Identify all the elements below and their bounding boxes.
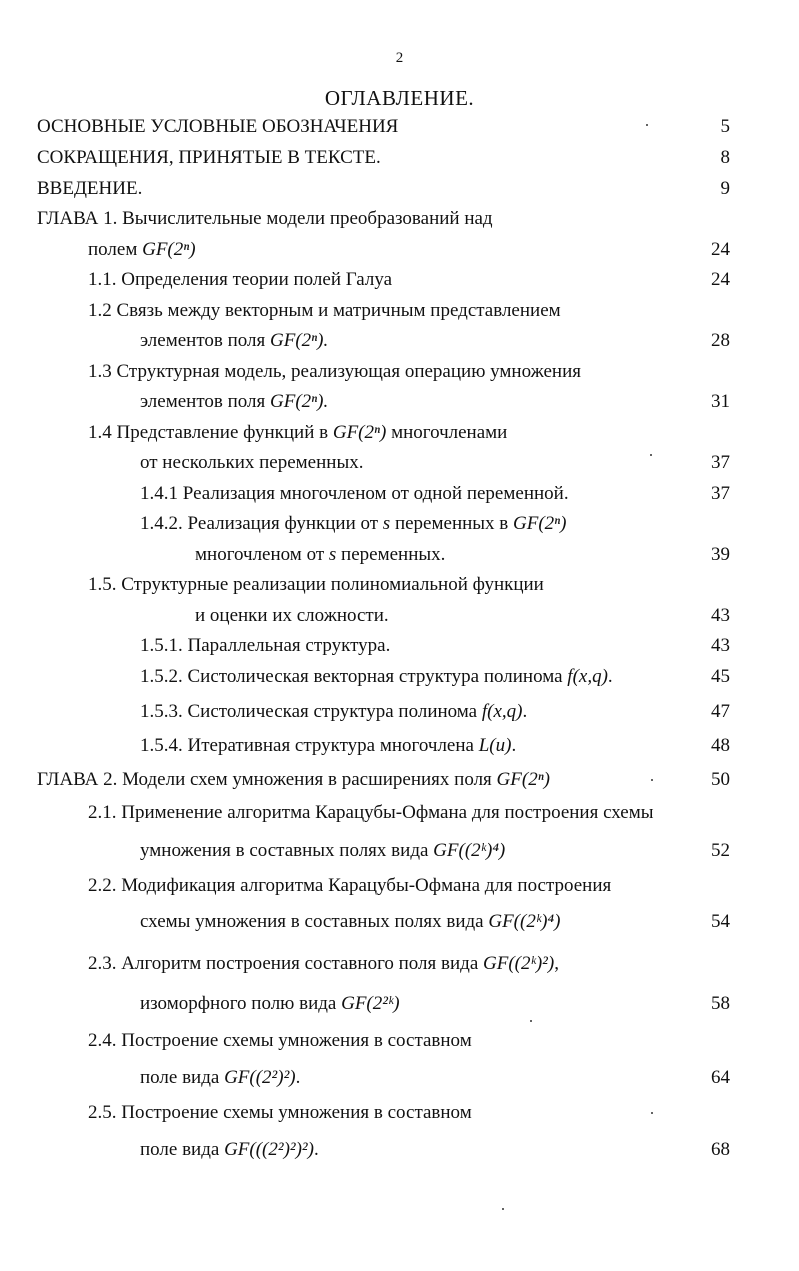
toc-entry-text: 2.5. Построение схемы умножения в составном <box>88 1102 472 1123</box>
toc-entry-text: 1.5.2. Систолическая векторная структура полинома <box>140 666 563 687</box>
scan-speck <box>646 124 648 126</box>
toc-entry <box>88 239 196 261</box>
toc-entry-text-after: многочленами <box>391 422 508 443</box>
toc-entry-text: и оценки их сложности. <box>195 605 389 626</box>
toc-entry-text-after: . <box>607 666 613 687</box>
toc-page-number: 48 <box>711 735 730 756</box>
toc-entry <box>140 452 363 474</box>
toc-entry-text: 1.4.1 Реализация многочленом от одной переменной. <box>140 483 569 504</box>
toc-entry <box>140 735 516 757</box>
toc-entry <box>88 953 559 975</box>
toc-entry-math: GF(2ⁿ) <box>142 239 196 260</box>
scan-speck <box>650 454 652 456</box>
toc-entry-text: ОСНОВНЫЕ УСЛОВНЫЕ ОБОЗНАЧЕНИЯ <box>37 116 399 137</box>
toc-entry-text: многочленом от <box>195 544 325 565</box>
page-number: 2 <box>395 50 404 66</box>
toc-entry <box>140 666 613 688</box>
toc-entry-text-after: . <box>522 701 528 722</box>
toc-entry-math: GF(((2²)²)²) <box>224 1139 314 1160</box>
toc-entry <box>88 1102 472 1124</box>
toc-entry-text: элементов поля <box>140 330 266 351</box>
toc-entry-text-after: , <box>554 953 559 974</box>
toc-page-number: 43 <box>711 605 730 626</box>
toc-entry-text: поле вида <box>140 1139 220 1160</box>
toc-entry <box>37 147 381 169</box>
toc-entry <box>195 544 445 566</box>
toc-entry <box>140 701 527 723</box>
toc-page-number: 9 <box>720 178 730 199</box>
toc-entry <box>88 269 392 291</box>
toc-entry-text: полем <box>88 239 138 260</box>
toc-entry-text-after: переменных. <box>341 544 446 565</box>
toc-entry-math: GF(2ⁿ) <box>332 422 387 443</box>
toc-entry-math: GF((2ᵏ)²) <box>483 953 555 974</box>
toc-page-number: 31 <box>711 391 730 412</box>
toc-entry <box>37 208 493 230</box>
toc-entry <box>88 422 507 444</box>
toc-entry <box>37 178 142 200</box>
toc-page-number: 47 <box>711 701 730 722</box>
toc-entry <box>140 911 560 933</box>
toc-page-number: 5 <box>720 116 730 137</box>
toc-entry-text: 1.4 Представление функций в <box>88 422 329 443</box>
toc-entry-text-after: переменных в <box>394 513 509 534</box>
toc-entry-math: GF(2²ᵏ) <box>341 993 400 1014</box>
toc-entry-text-after: . <box>511 735 517 756</box>
toc-entry-text: от нескольких переменных. <box>140 452 364 473</box>
toc-entry <box>140 330 328 352</box>
toc-entry-text: 1.2 Связь между векторным и матричным представлением <box>88 300 561 321</box>
toc-entry-text: ГЛАВА 1. Вычислительные модели преобразований над <box>37 208 493 229</box>
toc-entry-text: 1.5. Структурные реализации полиномиальной функции <box>88 574 544 595</box>
toc-page-number: 45 <box>711 666 730 687</box>
toc-entry-math: GF(2ⁿ). <box>270 330 329 351</box>
scan-speck <box>502 1208 504 1210</box>
toc-entry <box>140 993 400 1015</box>
toc-entry-text: 1.4.2. Реализация функции от <box>140 513 379 534</box>
toc-entry <box>88 574 544 596</box>
toc-entry-text: 1.5.4. Итеративная структура многочлена <box>140 735 474 756</box>
page-title: ОГЛАВЛЕНИЕ. <box>324 86 475 110</box>
scan-speck <box>530 1020 532 1022</box>
toc-entry-text-after: . <box>313 1139 319 1160</box>
toc-entry <box>140 513 567 535</box>
toc-entry-math: GF((2²)²) <box>224 1067 296 1088</box>
toc-page-number: 64 <box>711 1067 730 1088</box>
toc-entry-math: GF((2ᵏ)⁴) <box>488 911 561 932</box>
toc-entry-text: ГЛАВА 2. Модели схем умножения в расширениях поля <box>37 769 492 790</box>
toc-entry <box>140 391 328 413</box>
toc-entry <box>140 840 505 862</box>
toc-entry <box>88 361 581 383</box>
toc-page-number: 24 <box>711 239 730 260</box>
toc-entry <box>195 605 389 627</box>
toc-entry-text: ВВЕДЕНИЕ. <box>37 178 143 199</box>
toc-entry-math: GF(2ⁿ) <box>496 769 551 790</box>
toc-entry-text: умножения в составных полях вида <box>140 840 429 861</box>
toc-entry <box>37 769 550 791</box>
toc-entry-text: изоморфного полю вида <box>140 993 337 1014</box>
toc-entry-text: 2.3. Алгоритм построения составного поля вида <box>88 953 479 974</box>
toc-entry-text: элементов поля <box>140 391 266 412</box>
toc-entry-math: GF((2ᵏ)⁴) <box>433 840 506 861</box>
toc-entry-math: f(x,q) <box>481 701 523 722</box>
toc-entry <box>88 802 654 824</box>
toc-page-number: 28 <box>711 330 730 351</box>
toc-entry-text: СОКРАЩЕНИЯ, ПРИНЯТЫЕ В ТЕКСТЕ. <box>37 147 381 168</box>
toc-entry <box>140 483 569 505</box>
toc-entry-math: s <box>382 513 391 534</box>
toc-entry-text: 1.5.1. Параллельная структура. <box>140 635 391 656</box>
toc-page-number: 50 <box>711 769 730 790</box>
toc-entry-text: 2.1. Применение алгоритма Карацубы-Офмана для построения схемы <box>88 802 654 823</box>
toc-page-number: 39 <box>711 544 730 565</box>
toc-page-number: 54 <box>711 911 730 932</box>
toc-page-number: 37 <box>711 452 730 473</box>
toc-entry-text-after: . <box>295 1067 301 1088</box>
toc-entry <box>140 635 390 657</box>
toc-entry <box>88 1030 472 1052</box>
toc-entry-math: GF(2ⁿ). <box>270 391 329 412</box>
toc-entry-text: поле вида <box>140 1067 220 1088</box>
toc-entry-math: f(x,q) <box>567 666 608 687</box>
toc-entry <box>88 875 611 897</box>
toc-page-number: 8 <box>720 147 730 168</box>
scan-speck <box>651 1112 653 1114</box>
toc-entry-math: GF(2ⁿ) <box>513 513 567 534</box>
scan-speck <box>651 779 653 781</box>
toc-page-number: 58 <box>711 993 730 1014</box>
toc-page-number: 43 <box>711 635 730 656</box>
toc-entry-text: 1.1. Определения теории полей Галуа <box>88 269 393 290</box>
toc-entry-text: 1.5.3. Систолическая структура полинома <box>140 701 478 722</box>
toc-entry <box>37 116 398 138</box>
toc-entry <box>140 1139 319 1161</box>
toc-page-number: 24 <box>711 269 730 290</box>
toc-entry-text: схемы умножения в составных полях вида <box>140 911 484 932</box>
toc-page-number: 68 <box>711 1139 730 1160</box>
toc-entry <box>88 300 561 322</box>
toc-entry <box>140 1067 300 1089</box>
toc-page-number: 52 <box>711 840 730 861</box>
toc-entry-text: 1.3 Структурная модель, реализующая операцию умножения <box>88 361 581 382</box>
toc-entry-math: s <box>328 544 337 565</box>
toc-page-number: 37 <box>711 483 730 504</box>
toc-entry-math: L(u) <box>478 735 512 756</box>
toc-entry-text: 2.4. Построение схемы умножения в составном <box>88 1030 472 1051</box>
toc-entry-text: 2.2. Модификация алгоритма Карацубы-Офмана для построения <box>88 875 612 896</box>
